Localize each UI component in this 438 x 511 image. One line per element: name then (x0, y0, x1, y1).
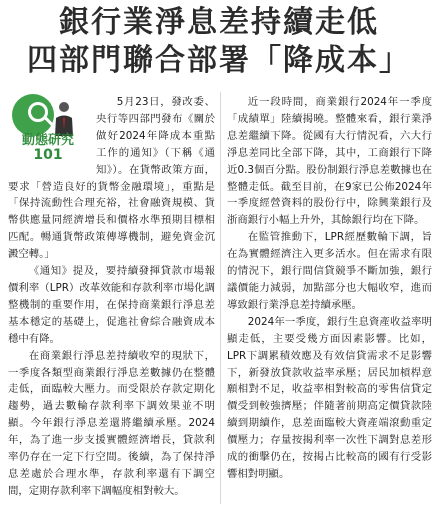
right-paragraph-1: 近一段時間，商業銀行2024年一季度「成績單」陸續揭曉。整體來看，銀行業淨息差繼續下降。從國有大行情況看，六大行淨息差同比全部下降，其中，工商銀行下降近0.3個百分點。股份制銀行淨息差數據也在整體走低。截至目前，在9家已公佈2024年一季度經營資料的股份行中，除興業銀行及浙商銀行小幅上升外，其餘銀行均在下降。 (227, 96, 432, 227)
headline-line-2: 四部門聯合部署「降成本」 (27, 43, 411, 78)
person-icon (52, 100, 76, 136)
left-paragraph-1: 5月23日，發改委、央行等四部門發布《關於做好2024年降成本重點工作的通知》（下稱《通知》）。在貨幣政策方面，要求「營造良好的貨幣金融環境」，重點是「保持流動性合理充裕，社會融資規模、貨幣供應量同經濟增長和價格水準預期目標相匹配。暢通貨幣政策傳導機制，避免資金沉澱空轉。」 (8, 96, 215, 261)
column-logo (8, 94, 88, 164)
logo-number: 101 (33, 147, 63, 163)
column-divider (220, 92, 221, 504)
left-paragraph-2: 《通知》提及，要持續發揮貸款市場報價利率（LPR）改革效能和存款利率市場化調整機制的重要作用，在保持商業銀行淨息差基本穩定的基礎上，促進社會綜合融資成本穩中有降。 (8, 265, 215, 345)
right-column (227, 94, 432, 483)
left-column (8, 94, 215, 500)
logo-text: 動態研究 (21, 133, 74, 148)
right-paragraph-3: 2024年一季度，銀行生息資產收益率明顯走低，主要受幾方面因素影響。比如，LPR下調累積效應及有效信貸需求不足影響下，新發放貸款收益率承壓；居民加槓桿意願相對不足，收益率相對較高的零售信貸定價受到較強擠壓；伴隨著前期高定價貸款陸續到期續作，息差面臨較大資產端滾動重定價壓力；存量按揭利率一次性下調對息差形成的衝擊仍在，按揭占比較高的國有行受影響相對明顯。 (227, 315, 432, 480)
headline-line-1: 銀行業淨息差持續走低 (59, 5, 379, 40)
left-paragraph-3: 在商業銀行淨息差持續收窄的現狀下，一季度各類型商業銀行淨息差數據仍在整體走低，面臨較大壓力。而受限於存款定期化趨勢，過去數輪存款利率下調效果並不明顯。今年銀行淨息差還將繼續承壓。2024年，為了進一步支援實體經濟增長，貸款利率仍存在一定下行空間。後續，為了保持淨息差處於合理水準，存款利率還有下調空間，定期存款利率下調幅度相對較大。 (8, 349, 215, 497)
right-paragraph-2: 在監管推動下，LPR經歷數輪下調，旨在為實體經濟注入更多活水。但在需求有限的情況下，銀行間信貸競爭不斷加強，銀行議價能力減弱，加點部分也大幅收窄，進而導致銀行業淨息差持續承壓。 (227, 231, 432, 311)
